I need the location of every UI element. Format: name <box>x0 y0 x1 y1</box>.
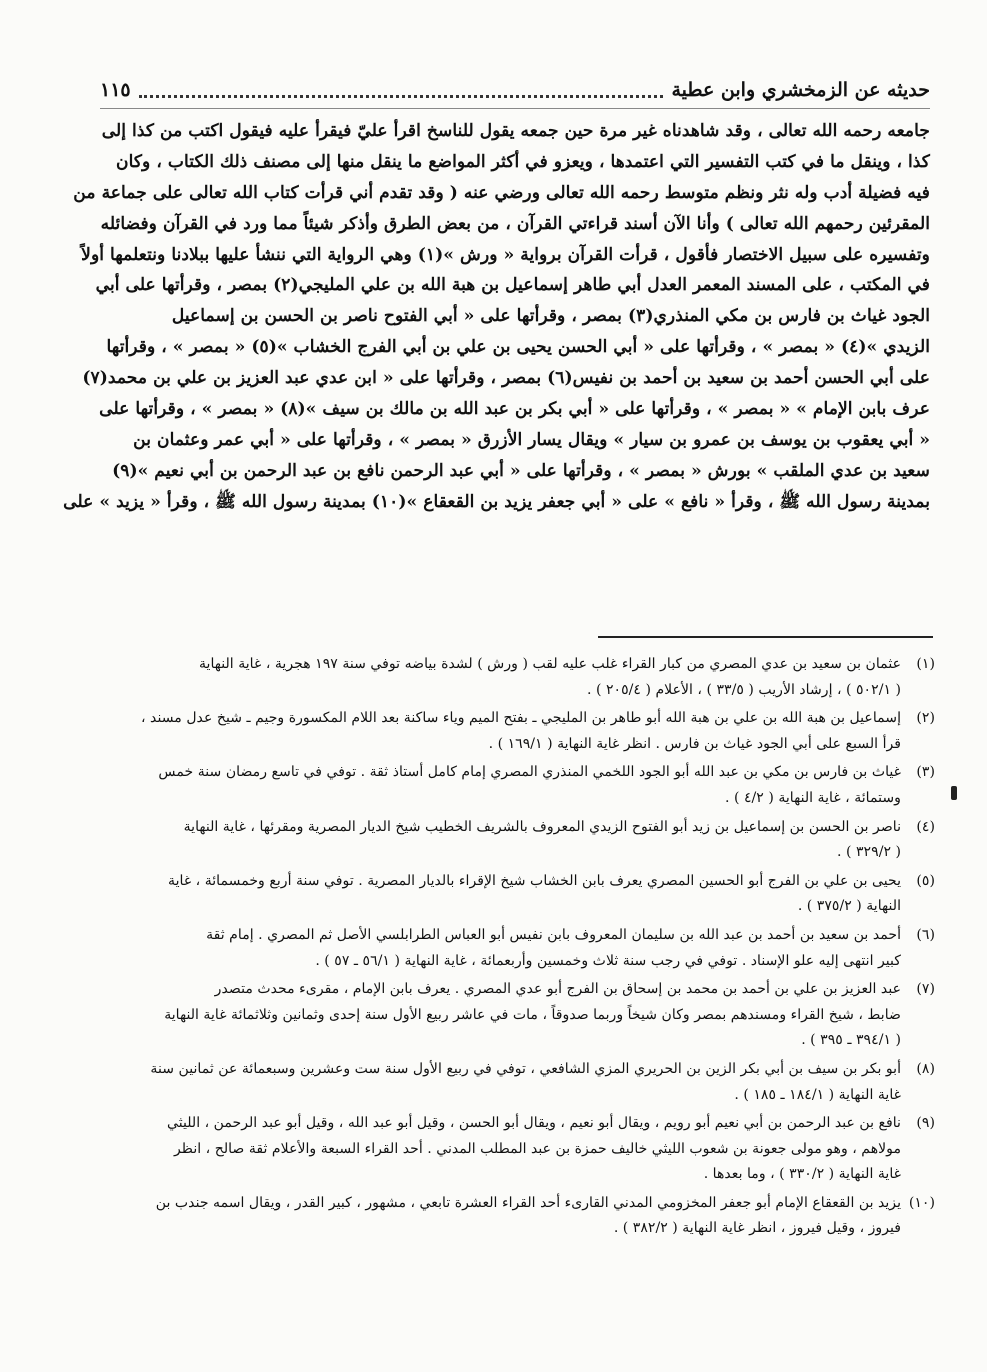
footnote-line: وستمائة ، غاية النهاية ( ٤/٢ ) . <box>725 789 901 806</box>
body-line: المقرئين رحمهم الله تعالى ) وأنا الآن أسند قراءتي القرآن ، من بعض الطرق وأذكر شيئاً مما ورد في القرآن وفضائله <box>100 213 930 234</box>
footnote-number: (٩) <box>916 1115 935 1132</box>
footnote-line: قرأ السبع على أبي الجود غياث بن فارس . انظر غاية النهاية ( ١٦٩/١ ) . <box>488 735 901 752</box>
body-line: جامعه رحمه الله تعالى ، وقد شاهدناه غير مرة حين جمعه يقول للناسخ اقرأ عليّ فيقرأ عليه فيقول اكتب من كذا إلى <box>101 121 930 141</box>
body-line: بمدينة رسول الله ﷺ ، وقرأ « نافع » على « أبي جعفر يزيد بن القعقاع »(١٠) بمدينة رسول الله ﷺ ، وقرأ « يزيد » على <box>63 491 930 512</box>
footnote-number: (٣) <box>916 764 935 781</box>
footnote-line: مولاهم ، وهو مولى جعونة بن شعوب الليثي خاليف حمزة بن عبد المطلب المدني . أحد القراء السبعة والأعلام ثقة صالح ، انظر <box>174 1140 901 1157</box>
body-line: الزيدي »(٤) « بمصر » ، وقرأتها على « أبي الحسن يحيى بن علي بن أبي الفرج الخشاب »(٥) « بمصر » ، وقرأتها <box>106 337 930 358</box>
footnote <box>100 977 935 1054</box>
footnote-number: (٧) <box>916 981 935 998</box>
footnote-line: ( ٥٠٢/١ ) ، إرشاد الأريب ( ٣٣/٥ ) ، الأعلام ( ٢٠٥/٤ ) . <box>587 681 901 698</box>
footnote <box>100 1191 935 1242</box>
footnote <box>100 815 935 866</box>
footnote-line: نافع بن عبد الرحمن بن أبي نعيم أبو رويم ، ويقال أبو نعيم ، ويقال أبو الحسن ، وقيل أبو عبد الله ، وقيل أبو عبد الرحمن ، الليثي <box>167 1115 901 1132</box>
footnote-separator <box>598 636 933 638</box>
footnote-line: أحمد بن سعيد بن أحمد بن عبد الله بن سليمان المعروف بابن نفيس أبو العباس الطرابلسي الأصل ثم المصري . إمام ثقة <box>206 926 901 943</box>
footnote <box>100 869 935 920</box>
footnote-line: كبير انتهى إليه علو الإسناد . توفي في رجب سنة ثلاث وخمسين وأربعمائة ، غاية النهاية ( ٥٦/١ ـ ٥٧ ) . <box>315 952 901 969</box>
body-line: وتفسيره على سبيل الاختصار فأقول ، قرأت القرآن برواية « ورش »(١) وهي الرواية التي ننشأ عليها ببلادنا ونتعلمها أولاً <box>81 244 930 265</box>
footnote <box>100 652 935 703</box>
footnote-text <box>100 977 901 1054</box>
body-line: سعيد بن عدي الملقب » بورش « بمصر » ، وقرأتها على « أبي عبد الرحمن نافع بن عبد الرحمن بن أبي نعيم »(٩) <box>112 460 930 481</box>
footnote-line: النهاية ( ٣٧٥/٢ ) . <box>797 898 901 915</box>
footnote-text <box>100 652 901 703</box>
footnote-number: (١٠) <box>908 1194 935 1211</box>
page-number: ١١٥ <box>100 79 131 101</box>
footnote-text <box>100 869 901 920</box>
footnote-text <box>100 1057 901 1108</box>
footnote-text <box>100 815 901 866</box>
footnote-number: (١) <box>916 656 935 672</box>
leader-dots <box>139 83 664 98</box>
footnote-line: ( ٣٩٤/١ ـ ٣٩٥ ) . <box>801 1032 901 1049</box>
body-line: كذا ، وينقل ما في كتب التفسير التي اعتمدها ، ويعزو في أكثر المواضع ما ينقل منها إلى مصنف ذلك الكتاب ، وكان <box>116 151 930 172</box>
footnote-line: غاية النهاية ( ٣٣٠/٢ ) ، وما بعدها . <box>703 1166 901 1183</box>
footnote <box>100 1111 935 1188</box>
footnote <box>100 923 935 974</box>
footnote-line: ( ٣٢٩/٢ ) . <box>837 844 901 861</box>
footnote-line: يزيد بن القعقاع الإمام أبو جعفر المخزومي المدني القارىء أحد القراء العشرة تابعي ، مشهور ، كبير القدر ، ويقال اسمه جندب بن <box>155 1194 901 1211</box>
footnote-line: عثمان بن سعيد بن عدي المصري من كبار القراء غلب عليه لقب ( ورش ) لشدة بياضه توفي سنة ١٩٧ هجرية ، غاية النهاية <box>198 656 901 672</box>
footnote-text <box>100 923 901 974</box>
body-line: على أبي الحسن أحمد بن سعيد بن أحمد بن نفيس(٦) بمصر ، وقرأتها على « ابن عدي عبد العزيز بن علي بن محمد(٧) <box>82 368 930 389</box>
footnote-number: (٢) <box>916 710 935 727</box>
running-header <box>100 72 930 109</box>
footnote-line: غاية النهاية ( ١٨٤/١ ـ ١٨٥ ) . <box>734 1086 901 1103</box>
body-line: عرف بابن الإمام » « بمصر » ، وقرأتها على « أبي بكر بن عبد الله بن مالك بن سيف »(٨) « بمصر » ، وقرأتها على <box>99 399 930 420</box>
footnote <box>100 760 935 811</box>
footnote-line: فيروز ، وقيل فيروز ، انظر غاية النهاية ( ٣٨٢/٢ ) . <box>613 1220 901 1237</box>
body-line: فيه فضيلة أدب وله نثر ونظم متوسط رحمه الله تعالى ورضي عنه ( وقد تقدم أني قرأت كتاب الله تعالى على جماعة من <box>73 182 930 203</box>
footnote-number: (٥) <box>916 872 935 889</box>
running-title: حديثه عن الزمخشري وابن عطية <box>671 79 930 101</box>
footnote-number: (٨) <box>916 1060 935 1077</box>
footnote-text <box>100 760 901 811</box>
footnote-line: إسماعيل بن هبة الله بن علي بن هبة الله أبو طاهر بن المليجي ـ بفتح الميم وياء ساكنة بعد اللام المكسورة وجيم ـ شيخ عدل مسند ، <box>141 710 901 727</box>
footnote-line: ضابط ، شيخ القراء ومسندهم بمصر وكان شيخاً وربما صدوقاً ، مات في عاشر ربيع الأول سنة إحدى وثمانين وثلاثمائة غاية النهاية <box>164 1006 901 1023</box>
margin-mark <box>951 786 957 800</box>
footnote-number: (٤) <box>916 818 935 835</box>
footnote <box>100 706 935 757</box>
body-line: « أبي يعقوب بن يوسف بن عمرو بن سيار » ويقال يسار الأزرق « بمصر » ، وقرأتها على « أبي عمر وعثمان بن <box>133 429 930 450</box>
footnote-text <box>100 706 901 757</box>
body-line: الجود غياث بن فارس بن مكي المنذري(٣) بمصر ، وقرأتها على « أبي الفتوح ناصر بن الحسن بن إسماعيل <box>171 306 930 327</box>
footnote-text <box>100 1191 901 1242</box>
footnote-line: ناصر بن الحسن بن إسماعيل بن زيد أبو الفتوح الزيدي المعروف بالشريف الخطيب شيخ الديار المصرية ومقرئها ، غاية النهاية <box>183 818 901 835</box>
footnote-text <box>100 1111 901 1188</box>
main-text <box>63 116 930 518</box>
footnote-number: (٦) <box>916 926 935 943</box>
footnote-line: غياث بن فارس بن مكي بن عبد الله أبو الجود اللخمي المنذري المصري إمام كامل أستاذ ثقة . توفي في تاسع رمضان سنة خمس <box>158 764 901 781</box>
footnote <box>100 1057 935 1108</box>
footnote-line: يحيى بن علي بن الفرج أبو الحسين المصري يعرف بابن الخشاب شيخ الإقراء بالديار المصرية . توفي سنة أربع وخمسمائة ، غاية <box>168 872 901 889</box>
footnotes-section <box>100 652 935 1245</box>
body-line: في المكتب ، على المسند المعمر العدل أبي طاهر إسماعيل بن هبة الله بن علي المليجي(٢) بمصر ، وقرأتها على أبي <box>95 275 930 296</box>
footnote-line: عبد العزيز بن علي بن أحمد بن محمد بن إسحاق بن الفرج أبو عدي المصري . يعرف بابن الإمام ، مقرىء محدث متصدر <box>214 981 901 998</box>
footnote-line: أبو بكر بن سيف بن أبي بكر الزين بن الحريري المزي الشافعي ، توفي في ربيع الأول سنة ست وعشرين وسبعمائة عن ثمانين سنة <box>150 1060 901 1077</box>
